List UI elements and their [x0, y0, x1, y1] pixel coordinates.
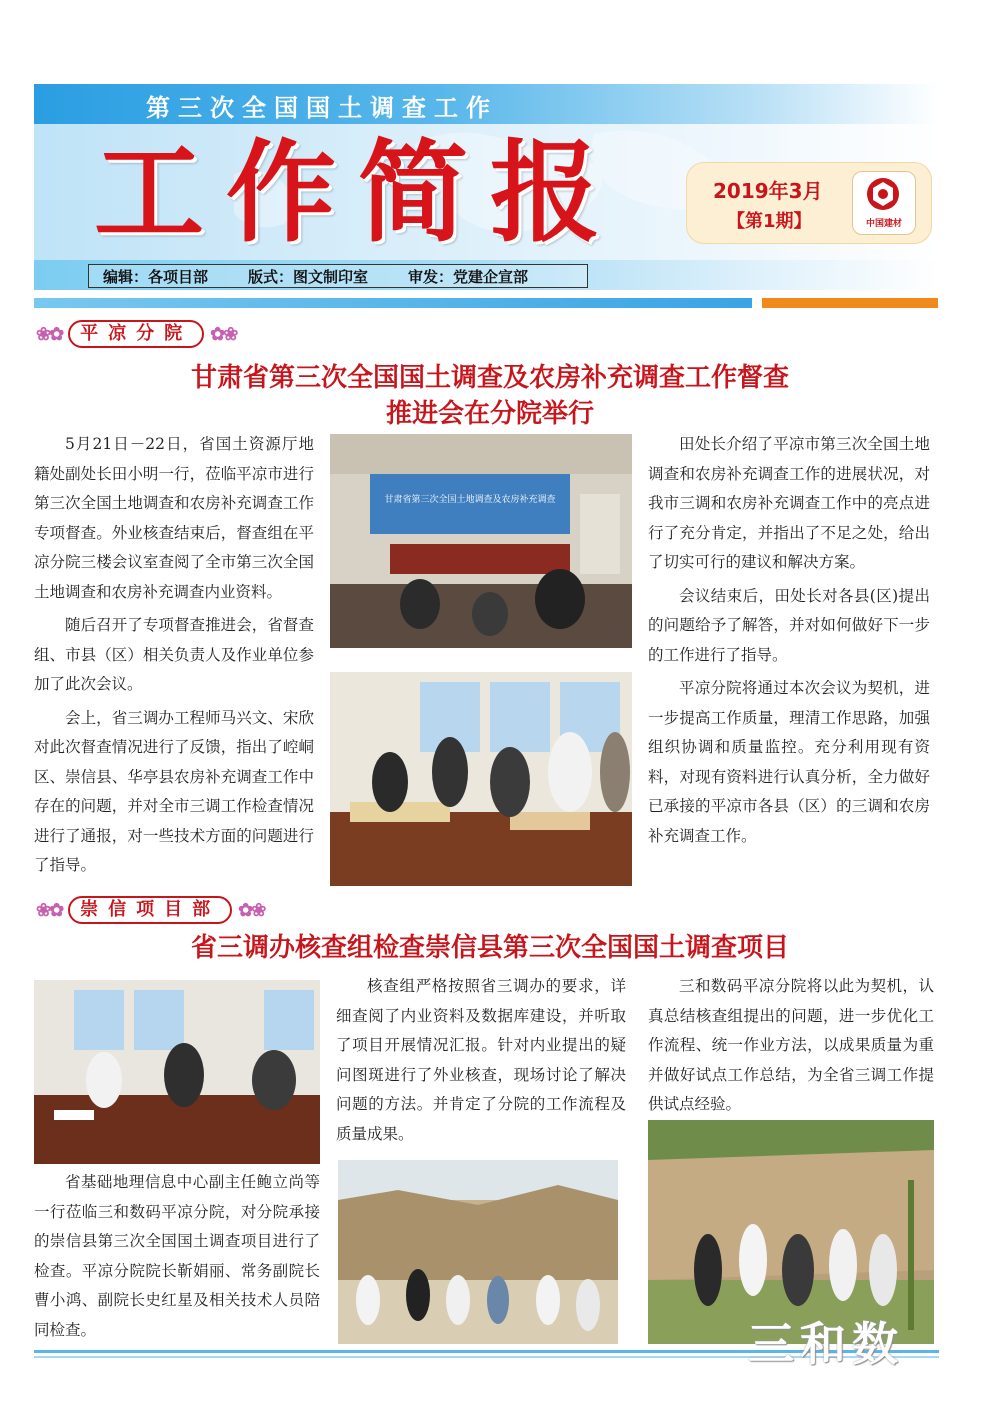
flower-ornament-icon: ❀✿	[36, 323, 63, 345]
paragraph: 平凉分院将通过本次会议为契机，进一步提高工作质量，理清工作思路，加强组织协调和质量监控。充分利用现有资料，对现有资料进行认真分析，全力做好已承接的平凉市各县（区）的三调和农房补充调查工作。	[648, 679, 930, 845]
paragraph: 会上，省三调办工程师马兴文、宋欣对此次督查情况进行了反馈，指出了崆峒区、崇信县、华亭县农房补充调查工作中存在的问题，并对全市三调工作检查情况进行了通报，对一些技术方面的问题进行了指导。	[34, 708, 314, 874]
credit-layout: 版式：图文制印室	[248, 267, 369, 286]
section-tag-pingliang	[36, 320, 236, 348]
logo-text: 中国建材	[865, 219, 902, 229]
divider-orange	[762, 298, 938, 308]
masthead-subtitle: 第三次全国国土调查工作	[146, 94, 498, 122]
article1-headline-line2: 推进会在分院举行	[385, 399, 594, 429]
paragraph: 随后召开了专项督查推进会，省督查组、市县（区）相关负责人及作业单位参加了此次会议。	[34, 616, 314, 693]
meeting-banner-text: 甘肃省第三次全国土地调查及农房补充调查	[384, 495, 556, 505]
paragraph: 会议结束后，田处长对各县(区)提出的问题给予了解答，并对如何做好下一步的工作进行了指导。	[648, 586, 930, 664]
masthead	[34, 84, 939, 290]
paragraph: 省基础地理信息中心副主任鲍立尚等一行莅临三和数码平凉分院，对分院承接的崇信县第三次全国国土调查项目进行了检查。平凉分院院长靳娟丽、常务副院长曹小鸿、副院长史红星及相关技术人员陪同检查。	[34, 1173, 320, 1339]
section-tag-label: 平凉分院	[68, 320, 204, 348]
issue-number: 【第1期】	[727, 211, 812, 232]
paragraph: 三和数码平凉分院将以此为契机，认真总结核查组提出的问题，进一步优化工作流程、统一作业方法，以成果质量为重并做好试点工作总结，为全省三调工作提供试点经验。	[648, 977, 934, 1113]
meeting-photo	[330, 434, 632, 648]
article1-column3	[648, 430, 930, 855]
credit-editor: 编辑：各项目部	[103, 267, 209, 286]
article1-headline-line1: 甘肃省第三次全国国土调查及农房补充调查工作督查	[190, 363, 789, 393]
flower-ornament-icon: ❀✿	[36, 899, 63, 921]
flower-ornament-icon: ✿❀	[238, 899, 265, 921]
field-inspection-photo	[338, 1160, 618, 1344]
flower-ornament-icon: ✿❀	[210, 323, 237, 345]
article2-column2	[336, 972, 626, 1153]
paragraph: 5月21日－22日，省国土资源厅地籍处副处长田小明一行，莅临平凉市进行第三次全国土地调查和农房补充调查工作专项督查。外业核查结束后，督查组在平凉分院三楼会议室查阅了全市第三次全国土地调查和农房补充调查内业资料。	[34, 435, 314, 601]
article2-headline: 省三调办核查组检查崇信县第三次全国国土调查项目	[190, 933, 789, 963]
section-tag-label: 崇信项目部	[68, 896, 232, 924]
article1-headline	[60, 360, 920, 432]
credits-line	[88, 264, 588, 288]
section-tag-chongxin	[36, 896, 264, 924]
article1-column1	[34, 430, 314, 885]
document-review-photo	[330, 672, 632, 886]
issue-info-box	[686, 162, 932, 244]
credit-review: 审发：党建企宣部	[408, 267, 529, 286]
cnbm-logo-icon	[865, 176, 901, 212]
watermark-text: 三和数	[748, 1317, 904, 1371]
office-inspection-photo	[34, 980, 320, 1164]
article2-column1	[34, 1168, 320, 1349]
article2-column3	[648, 972, 934, 1124]
issue-date: 2019年3月	[713, 179, 823, 203]
masthead-title: 工作简报	[94, 129, 622, 257]
paragraph: 田处长介绍了平凉市第三次全国土地调查和农房补充调查工作的进展状况，对我市三调和农房补充调查工作中的亮点进行了充分肯定，并指出了不足之处，给出了切实可行的建议和解决方案。	[648, 435, 930, 571]
paragraph: 核查组严格按照省三调办的要求，详细查阅了内业资料及数据库建设，并听取了项目开展情况汇报。针对内业提出的疑问图斑进行了外业核查，现场讨论了解决问题的方法。并肯定了分院的工作流程及质量成果。	[336, 977, 626, 1143]
divider-blue	[34, 298, 752, 308]
cnbm-logo	[852, 171, 916, 235]
